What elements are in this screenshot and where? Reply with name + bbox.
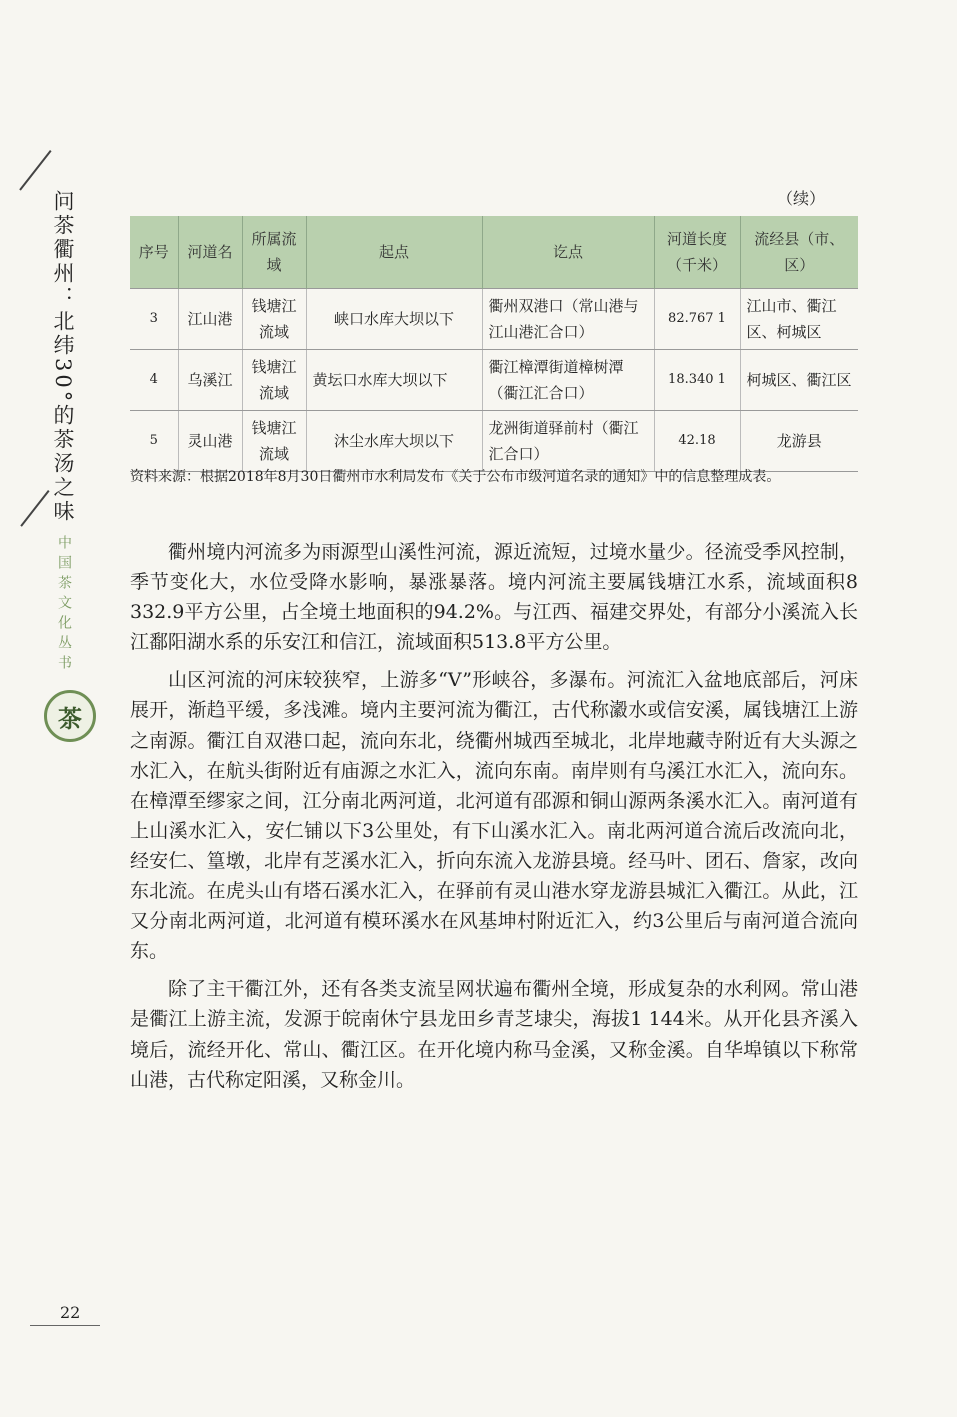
table-cell: 柯城区、衢江区 [740, 350, 858, 411]
table-cell: 钱塘江流域 [242, 350, 306, 411]
table-cell: 江山港 [178, 289, 242, 350]
table-cell: 江山市、衢江区、柯城区 [740, 289, 858, 350]
table-header-row [130, 216, 858, 289]
table-cell: 衢州双港口（常山港与江山港汇合口） [482, 289, 654, 350]
decorative-line [19, 150, 51, 191]
paragraph: 衢州境内河流多为雨源型山溪性河流，源近流短，过境水量少。径流受季风控制，季节变化大，水位受降水影响，暴涨暴落。境内河流主要属钱塘江水系，流域面积8 332.9平方公里，占全境土地面积的94.2%。与江西、福建交界处，有部分小溪流入长江鄱阳湖水系的乐安江和信江，流域面积513.8平方公里。 [130, 541, 858, 654]
series-name: 中国茶文化丛书 [56, 535, 72, 675]
table-cell: 乌溪江 [178, 350, 242, 411]
table-cell: 龙洲街道驿前村（衢江汇合口） [482, 411, 654, 472]
paragraph: 除了主干衢江外，还有各类支流呈网状遍布衢州全境，形成复杂的水利网。常山港是衢江上游主流，发源于皖南休宁县龙田乡青芝埭尖，海拔1 144米。从开化县齐溪入境后，流经开化、常山、衢江区。在开化境内称马金溪，又称金溪。自华埠镇以下称常山港，古代称定阳溪，又称金川。 [130, 978, 858, 1091]
table-cell: 龙游县 [740, 411, 858, 472]
tea-logo-icon: 茶 [44, 690, 96, 742]
table-cell: 衢江樟潭街道樟树潭（衢江汇合口） [482, 350, 654, 411]
decorative-line [20, 490, 49, 527]
table-cell: 灵山港 [178, 411, 242, 472]
paragraph: 山区河流的河床较狭窄，上游多“V”形峡谷，多瀑布。河流汇入盆地底部后，河床展开，渐趋平缓，多浅滩。境内主要河流为衢江，古代称瀫水或信安溪，属钱塘江上游之南源。衢江自双港口起，流向东北，绕衢州城西至城北，北岸地藏寺附近有大头源之水汇入，在航头街附近有庙源之水汇入，流向东南。南岸则有乌溪江水汇入，流向东。在樟潭至缪家之间，江分南北两河道，北河道有邵源和铜山源两条溪水汇入。南河道有上山溪水汇入，安仁铺以下3公里处，有下山溪水汇入。南北两河道合流后改流向北，经安仁、篁墩，北岸有芝溪水汇入，折向东流入龙游县境。经马叶、团石、詹家，改向东北流。在虎头山有塔石溪水汇入，在驿前有灵山港水穿龙游县城汇入衢江。从此，江又分南北两河道，北河道有模环溪水在风基坤村附近汇入，约3公里后与南河道合流向东。 [130, 669, 858, 963]
header-cell: 讫点 [482, 216, 654, 289]
footer-line [30, 1325, 100, 1326]
table-cell: 82.767 1 [654, 289, 740, 350]
table-cell: 4 [130, 350, 178, 411]
table-cell: 黄坛口水库大坝以下 [306, 350, 482, 411]
page-number: 22 [60, 1303, 81, 1322]
table-row [130, 289, 858, 350]
header-cell: 所属流域 [242, 216, 306, 289]
table-cell: 3 [130, 289, 178, 350]
header-cell: 河道名 [178, 216, 242, 289]
table-cell: 沐尘水库大坝以下 [306, 411, 482, 472]
header-cell: 序号 [130, 216, 178, 289]
sidebar [38, 150, 98, 770]
table-row [130, 411, 858, 472]
table-cell: 峡口水库大坝以下 [306, 289, 482, 350]
header-cell: 起点 [306, 216, 482, 289]
table-cell: 5 [130, 411, 178, 472]
book-title: 问茶衢州：北纬30°的茶汤之味 [51, 190, 75, 525]
continued-label: （续） [776, 189, 825, 208]
table-source-note: 资料来源：根据2018年8月30日衢州市水利局发布《关于公布市级河道名录的通知》中的信息整理成表。 [130, 469, 781, 485]
table-cell: 42.18 [654, 411, 740, 472]
header-cell: 河道长度（千米） [654, 216, 740, 289]
table-cell: 钱塘江流域 [242, 411, 306, 472]
body-text [130, 537, 858, 1103]
table-cell: 18.340 1 [654, 350, 740, 411]
table-row [130, 350, 858, 411]
table-cell: 钱塘江流域 [242, 289, 306, 350]
river-table [130, 216, 858, 472]
header-cell: 流经县（市、区） [740, 216, 858, 289]
